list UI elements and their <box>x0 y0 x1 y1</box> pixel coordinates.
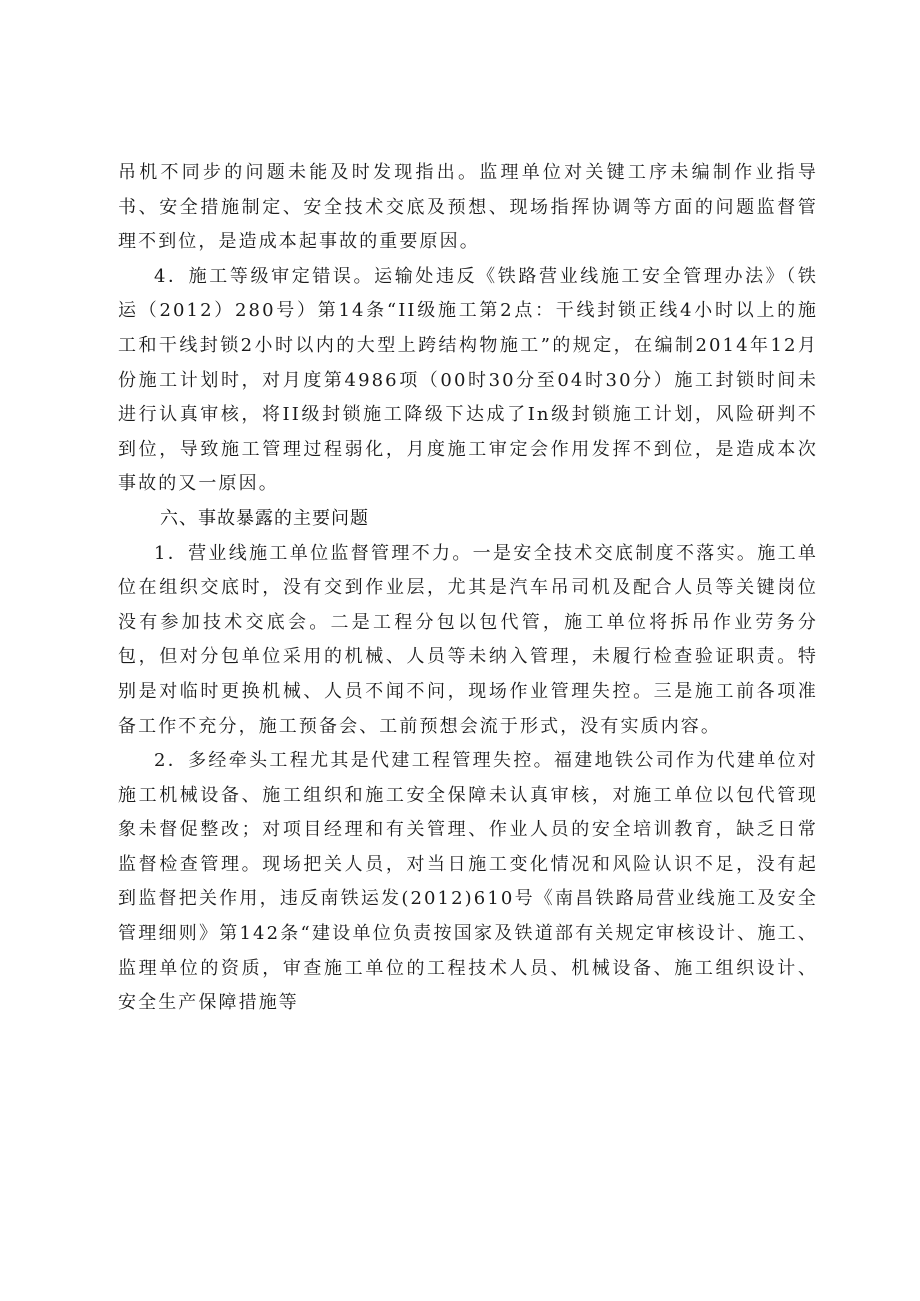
section-heading-6: 六、事故暴露的主要问题 <box>160 507 369 529</box>
paragraph-item-2: 2．多经牵头工程尤其是代建工程管理失控。福建地铁公司作为代建单位对施工机械设备、施工组织和施工安全保障未认真审核，对施工单位以包代管现象未督促整改；对项目经理和有关管理、作业人员的安全培训教育，缺乏日常监督检查管理。现场把关人员，对当日施工变化情况和风险认识不足，没有起到监督把关作用，违反南铁运发(2012)610号《南昌铁路局营业线施工及安全管理细则》第142条“建设单位负责按国家及铁道部有关规定审核设计、施工、监理单位的资质，审查施工单位的工程技术人员、机械设备、施工组织设计、安全生产保障措施等 <box>118 750 818 1014</box>
paragraph-item-4: 4．施工等级审定错误。运输处违反《铁路营业线施工安全管理办法》（铁运（2012）280号）第14条“II级施工第2点：干线封锁正线4小时以上的施工和干线封锁2小时以内的大型上跨结构物施工”的规定，在编制2014年12月份施工计划时，对月度第4986项（00时30分至04时30分）施工封锁时间未进行认真审核，将II级封锁施工降级下达成了In级封锁施工计划，风险研判不到位，导致施工管理过程弱化，月度施工审定会作用发挥不到位，是造成本次事故的又一原因。 <box>118 265 818 495</box>
paragraph-continuation: 吊机不同步的问题未能及时发现指出。监理单位对关键工序未编制作业指导书、安全措施制定、安全技术交底及预想、现场指挥协调等方面的问题监督管理不到位，是造成本起事故的重要原因。 <box>118 162 818 253</box>
paragraph-item-1: 1．营业线施工单位监督管理不力。一是安全技术交底制度不落实。施工单位在组织交底时，没有交到作业层，尤其是汽车吊司机及配合人员等关键岗位没有参加技术交底会。二是工程分包以包代管，施工单位将拆吊作业劳务分包，但对分包单位采用的机械、人员等未纳入管理，未履行检查验证职责。特别是对临时更换机械、人员不闻不问，现场作业管理失控。三是施工前各项准备工作不充分，施工预备会、工前预想会流于形式，没有实质内容。 <box>118 542 818 737</box>
document-body <box>118 156 818 1021</box>
